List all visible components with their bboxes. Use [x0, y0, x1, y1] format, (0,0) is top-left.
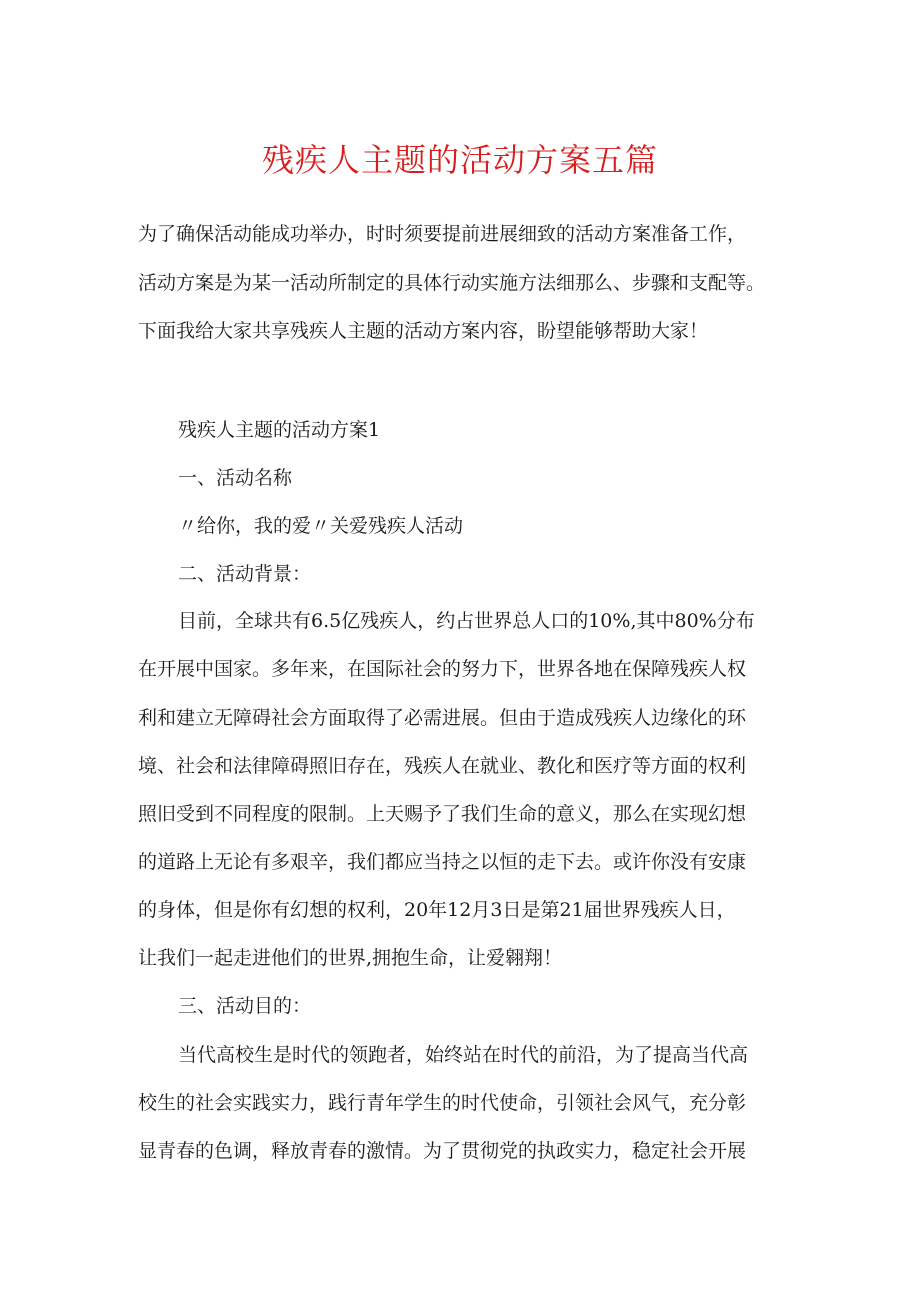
purpose-line-3: 显青春的色调，释放青春的激情。为了贯彻党的执政实力，稳定社会开展 [138, 1140, 747, 1162]
intro-line-2: 活动方案是为某一活动所制定的具体行动实施方法细那么、步骤和支配等。 [138, 272, 766, 294]
section-heading: 残疾人主题的活动方案1 [178, 419, 381, 441]
purpose-line-1: 当代高校生是时代的领跑者，始终站在时代的前沿，为了提高当代高 [178, 1044, 749, 1066]
background-line-5: 照旧受到不同程度的限制。上天赐予了我们生命的意义，那么在实现幻想 [138, 803, 747, 825]
document-title: 残疾人主题的活动方案五篇 [261, 141, 658, 179]
background-line-8: 让我们一起走进他们的世界,拥抱生命，让爱翱翔！ [138, 947, 563, 969]
background-line-6: 的道路上无论有多艰辛，我们都应当持之以恒的走下去。或许你没有安康 [138, 851, 747, 873]
background-line-1: 目前，全球共有6.5亿残疾人，约占世界总人口的10%,其中80%分布 [178, 610, 755, 632]
intro-line-3: 下面我给大家共享残疾人主题的活动方案内容，盼望能够帮助大家！ [138, 320, 709, 342]
background-line-3: 利和建立无障碍社会方面取得了必需进展。但由于造成残疾人边缘化的环 [138, 707, 747, 729]
background-line-7: 的身体，但是你有幻想的权利，20年12月3日是第21届世界残疾人日， [138, 899, 736, 921]
heading-activity-name: 一、活动名称 [178, 467, 293, 489]
background-line-2: 在开展中国家。多年来，在国际社会的努力下，世界各地在保障残疾人权 [138, 658, 747, 680]
heading-activity-background: 二、活动背景： [178, 563, 312, 585]
activity-name-text: 〃给你，我的爱〃关爱残疾人活动 [178, 515, 464, 537]
background-line-4: 境、社会和法律障碍照旧存在，残疾人在就业、教化和医疗等方面的权利 [138, 755, 747, 777]
purpose-line-2: 校生的社会实践实力，践行青年学生的时代使命，引领社会风气，充分彰 [138, 1092, 747, 1114]
heading-activity-purpose: 三、活动目的： [178, 995, 312, 1017]
intro-line-1: 为了确保活动能成功举办，时时须要提前进展细致的活动方案准备工作， [138, 223, 747, 245]
